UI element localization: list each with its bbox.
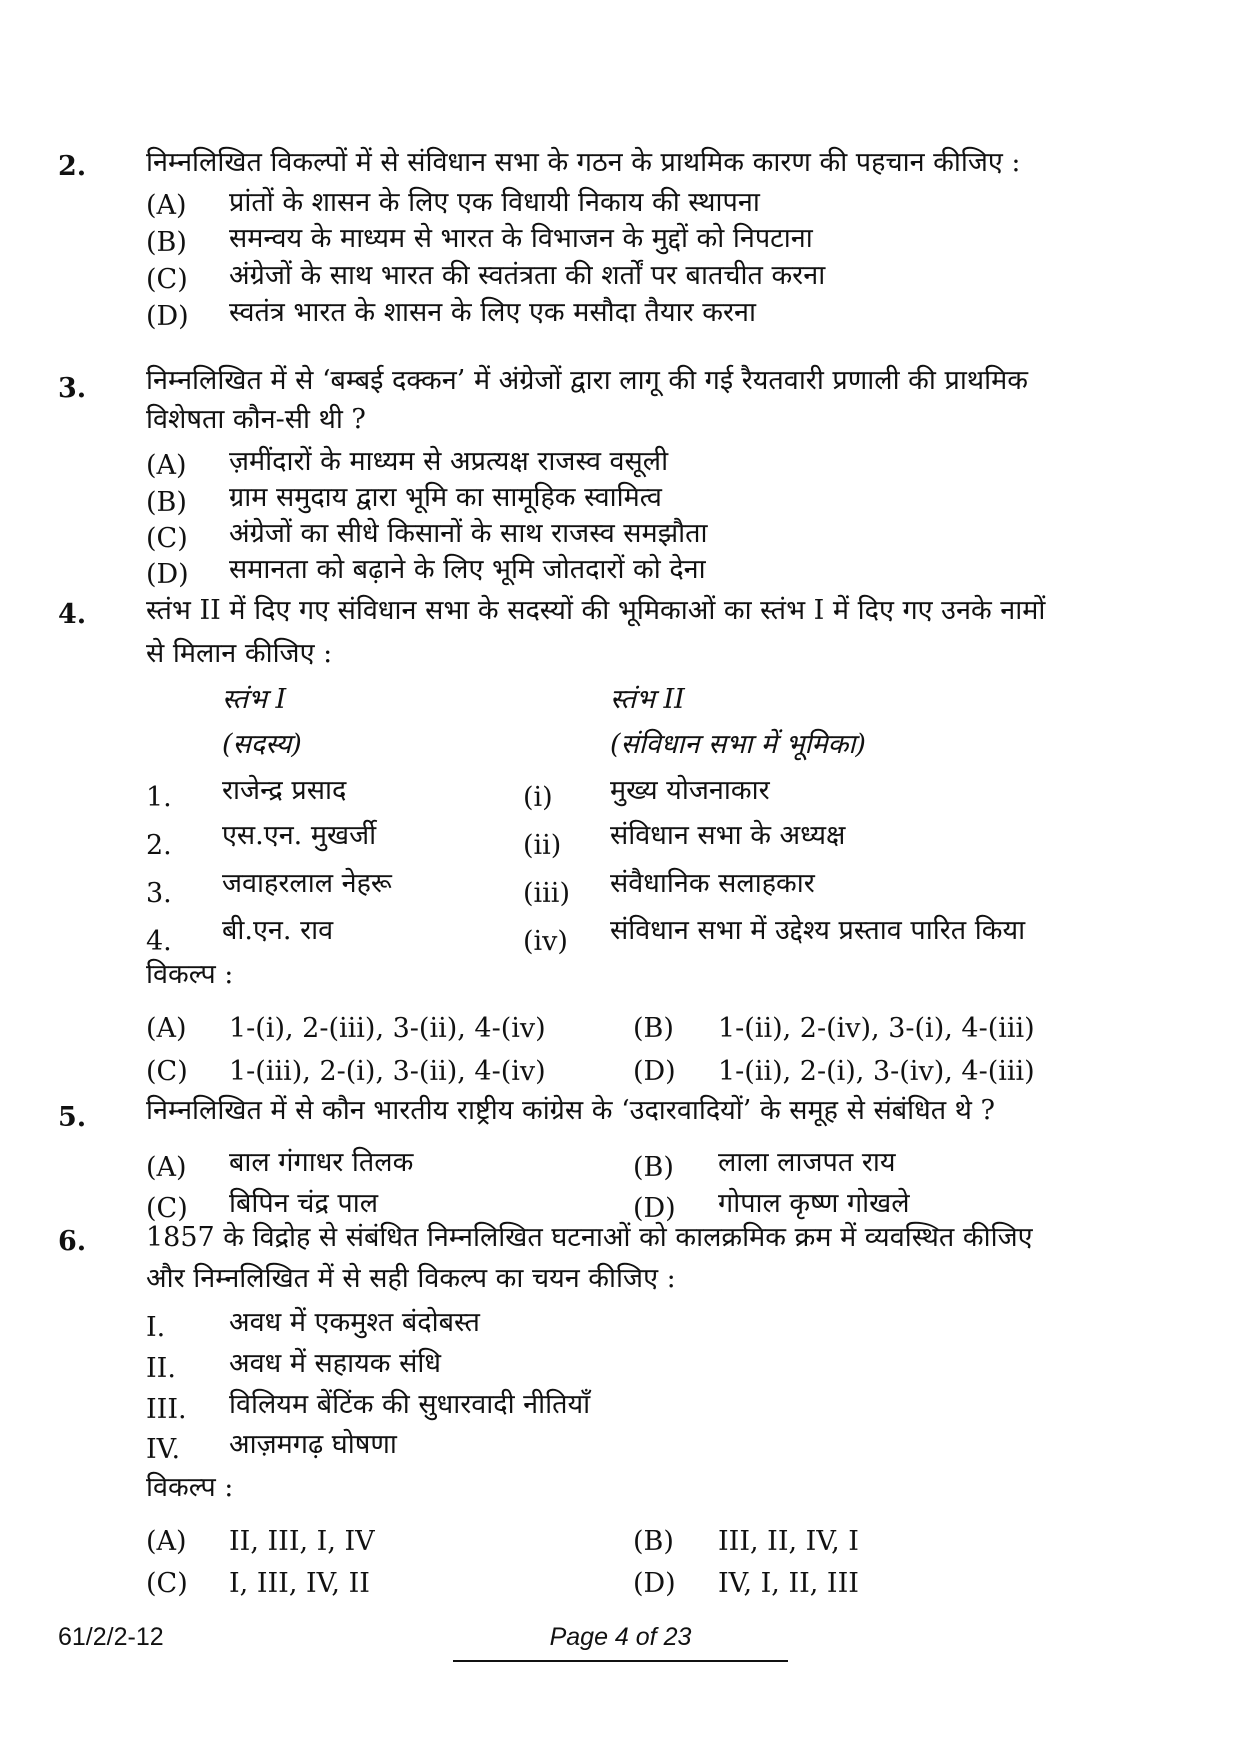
member-name: राजेन्द्र प्रसाद [222, 775, 347, 806]
question-text: निम्नलिखित में से ‘बम्बई दक्कन’ में अंग्रेजों द्वारा लागू की गई रैयतवारी प्रणाली की प्राथमिक [146, 365, 1028, 396]
match-roman: (i) [523, 782, 553, 813]
question-text: निम्नलिखित में से कौन भारतीय राष्ट्रीय कांग्रेस के ‘उदारवादियों’ के समूह से संबंधित थे ? [146, 1095, 995, 1126]
option-text: प्रांतों के शासन के लिए एक विधायी निकाय की स्थापना [229, 187, 760, 218]
option-text: समानता को बढ़ाने के लिए भूमि जोतदारों को देना [229, 554, 706, 585]
option-label: (D) [146, 301, 189, 332]
option-text: III, II, IV, I [718, 1526, 859, 1557]
option-label: (D) [633, 1568, 676, 1599]
option-label: (B) [633, 1013, 674, 1044]
column-2-subheading: (संविधान सभा में भूमिका) [610, 729, 866, 760]
option-label: (D) [633, 1193, 676, 1224]
question-number: 4. [58, 599, 87, 630]
option-label: (B) [633, 1526, 674, 1557]
option-text: 1-(ii), 2-(i), 3-(iv), 4-(iii) [718, 1056, 1035, 1087]
member-role: संविधान सभा में उद्देश्य प्रस्ताव पारित किया [610, 915, 1026, 946]
option-label: (B) [146, 227, 187, 258]
option-label: (C) [146, 1568, 188, 1599]
statement-label: II. [146, 1353, 176, 1384]
option-text: लाला लाजपत राय [718, 1147, 896, 1178]
statement-text: आज़मगढ़ घोषणा [229, 1429, 397, 1460]
question-text: स्तंभ II में दिए गए संविधान सभा के सदस्यों की भूमिकाओं का स्तंभ I में दिए गए उनके नामों [146, 595, 1046, 626]
option-text: 1-(iii), 2-(i), 3-(ii), 4-(iv) [229, 1056, 546, 1087]
option-text: बाल गंगाधर तिलक [229, 1147, 414, 1178]
option-text: स्वतंत्र भारत के शासन के लिए एक मसौदा तैयार करना [229, 297, 756, 328]
option-text: समन्वय के माध्यम से भारत के विभाजन के मुद्दों को निपटाना [229, 223, 813, 254]
option-text: बिपिन चंद्र पाल [229, 1188, 379, 1219]
question-text: और निम्नलिखित में से सही विकल्प का चयन कीजिए : [146, 1263, 676, 1294]
match-number: 1. [146, 782, 172, 813]
options-label: विकल्प : [146, 959, 234, 990]
match-number: 2. [146, 830, 172, 861]
member-role: संवैधानिक सलाहकार [610, 868, 815, 899]
member-name: जवाहरलाल नेहरू [222, 868, 392, 899]
statement-text: विलियम बेंटिंक की सुधारवादी नीतियाँ [229, 1389, 591, 1420]
option-label: (A) [146, 1013, 187, 1044]
paper-code: 61/2/2-12 [58, 1623, 164, 1651]
statement-text: अवध में एकमुश्त बंदोबस्त [229, 1307, 480, 1338]
option-text: I, III, IV, II [229, 1568, 370, 1599]
option-label: (D) [633, 1056, 676, 1087]
question-number: 5. [58, 1102, 87, 1133]
option-label: (B) [633, 1152, 674, 1183]
option-label: (C) [146, 1193, 188, 1224]
option-label: (C) [146, 264, 188, 295]
statement-label: III. [146, 1394, 187, 1425]
column-2-heading: स्तंभ II [610, 684, 685, 715]
question-text: निम्नलिखित विकल्पों में से संविधान सभा के गठन के प्राथमिक कारण की पहचान कीजिए : [146, 147, 1021, 178]
option-text: II, III, I, IV [229, 1526, 375, 1557]
question-text: विशेषता कौन-सी थी ? [146, 404, 366, 435]
match-number: 4. [146, 926, 172, 957]
statement-label: IV. [146, 1434, 181, 1465]
option-text: 1-(ii), 2-(iv), 3-(i), 4-(iii) [718, 1013, 1035, 1044]
footer-divider [453, 1660, 788, 1662]
option-label: (A) [146, 450, 187, 481]
match-roman: (iv) [523, 926, 568, 957]
column-1-subheading: (सदस्य) [222, 729, 302, 760]
option-label: (C) [146, 1056, 188, 1087]
option-label: (C) [146, 523, 188, 554]
options-label: विकल्प : [146, 1472, 234, 1503]
statement-text: अवध में सहायक संधि [229, 1348, 441, 1379]
page-number: Page 4 of 23 [549, 1623, 692, 1651]
question-number: 3. [58, 373, 87, 404]
option-text: ग्राम समुदाय द्वारा भूमि का सामूहिक स्वामित्व [229, 482, 662, 513]
member-role: संविधान सभा के अध्यक्ष [610, 820, 846, 851]
match-number: 3. [146, 878, 172, 909]
option-text: अंग्रेजों के साथ भारत की स्वतंत्रता की शर्तों पर बातचीत करना [229, 260, 826, 291]
question-text: 1857 के विद्रोह से संबंधित निम्नलिखित घटनाओं को कालक्रमिक क्रम में व्यवस्थित कीजिए [146, 1222, 1033, 1253]
option-label: (A) [146, 190, 187, 221]
option-label: (B) [146, 487, 187, 518]
member-name: एस.एन. मुखर्जी [222, 820, 377, 851]
option-label: (A) [146, 1152, 187, 1183]
member-name: बी.एन. राव [222, 915, 334, 946]
statement-label: I. [146, 1312, 166, 1343]
question-number: 2. [58, 151, 87, 182]
question-text: से मिलान कीजिए : [146, 638, 333, 669]
member-role: मुख्य योजनाकार [610, 775, 770, 806]
match-roman: (iii) [523, 878, 570, 909]
option-text: ज़मींदारों के माध्यम से अप्रत्यक्ष राजस्व वसूली [229, 446, 669, 477]
option-text: गोपाल कृष्ण गोखले [718, 1188, 910, 1219]
option-label: (A) [146, 1526, 187, 1557]
option-text: IV, I, II, III [718, 1568, 859, 1599]
option-text: 1-(i), 2-(iii), 3-(ii), 4-(iv) [229, 1013, 546, 1044]
question-number: 6. [58, 1226, 87, 1257]
column-1-heading: स्तंभ I [222, 684, 287, 715]
option-label: (D) [146, 559, 189, 590]
option-text: अंग्रेजों का सीधे किसानों के साथ राजस्व समझौता [229, 518, 708, 549]
match-roman: (ii) [523, 830, 562, 861]
